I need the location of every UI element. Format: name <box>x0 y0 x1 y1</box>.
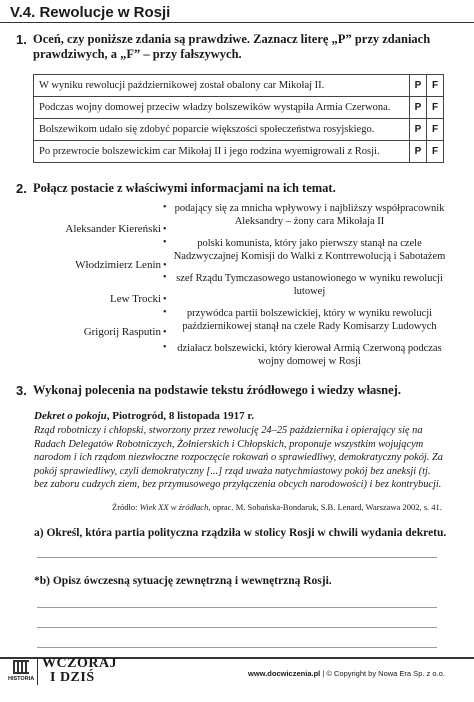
info-item: działacz bolszewicki, który kierował Armią Czerwoną podczas wojny domowej w Rosji <box>177 343 442 367</box>
answer-p[interactable]: P <box>410 97 427 119</box>
columns-icon <box>13 660 29 674</box>
answer-line[interactable] <box>37 607 437 608</box>
source-title-italic: Dekret o pokoju <box>34 410 107 422</box>
connector-dot[interactable]: • <box>163 272 167 283</box>
info-item: polski komunista, który jako pierwszy stanął na czele Nadzwyczajnej Komisji do Walki z Kontrrewolucją i Sabotażem <box>173 238 446 262</box>
statement-text: Podczas wojny domowej przeciw władzy bolszewików wystąpiła Armia Czerwona. <box>34 97 410 119</box>
answer-f[interactable]: F <box>427 75 444 97</box>
footer-separator <box>37 657 38 685</box>
true-false-table <box>33 74 444 163</box>
question-b: *b) Opisz ówczesną sytuację zewnętrzną i wewnętrzną Rosji. <box>34 575 332 587</box>
task-2-number: 2. <box>16 181 27 196</box>
person-trocki: Lew Trocki <box>109 293 161 305</box>
statement-text: Po przewrocie bolszewickim car Mikołaj II i jego rodzina wyemigrowali z Rosji. <box>34 141 410 163</box>
page-title: V.4. Rewolucje w Rosji <box>10 4 171 21</box>
connector-dot[interactable]: • <box>163 224 167 235</box>
website-link[interactable]: www.docwiczenia.pl <box>248 669 321 678</box>
answer-p[interactable]: P <box>410 119 427 141</box>
connector-dot[interactable]: • <box>163 260 167 271</box>
info-item: szef Rządu Tymczasowego ustanowionego w wyniku rewolucji lutowej <box>176 273 443 297</box>
task-1-number: 1. <box>16 32 27 47</box>
answer-f[interactable]: F <box>427 141 444 163</box>
source-title-rest: , Piotrogród, 8 listopada 1917 r. <box>106 410 255 422</box>
statement-text: W wyniku rewolucji październikowej został obalony car Mikołaj II. <box>34 75 410 97</box>
source-text: Rząd robotniczy i chłopski, stworzony przez rewolucję 24–25 października i opierający się na Radach Delegatów Robotniczych, Żołnierskich i Chłopskich, proponuje wszystkim wojującym narodom i ich rządom niezwłoczne rozpoczęcie rokowań o sprawiedliwy, demokratyczny pokój. Za pokój sprawiedliwy, czyli demokratyczny [...] rząd uważa natychmiastowy pokój bez aneksji (tj. bez zaboru cudzych ziem, bez przymusowego przyłączenia obcych narodowości) i bez kontrybucji. <box>34 425 443 491</box>
statement-text: Bolszewikom udało się zdobyć poparcie większości społeczeństwa rosyjskiego. <box>34 119 410 141</box>
footer-copyright: www.docwiczenia.pl | © Copyright by Nowa Era Sp. z o.o. <box>248 669 445 678</box>
source-title <box>34 410 254 422</box>
answer-line[interactable] <box>37 557 437 558</box>
person-lenin: Włodzimierz Lenin <box>75 259 161 271</box>
question-a: a) Określ, która partia polityczna rządziła w stolicy Rosji w chwili wydania dekretu. <box>34 527 447 539</box>
connector-dot[interactable]: • <box>163 202 167 213</box>
answer-line[interactable] <box>37 627 437 628</box>
table-row <box>34 97 444 119</box>
table-row <box>34 119 444 141</box>
task-2-instruction: Połącz postacie z właściwymi informacjami na ich temat. <box>33 181 336 195</box>
answer-f[interactable]: F <box>427 119 444 141</box>
connector-dot[interactable]: • <box>163 327 167 338</box>
connector-dot[interactable]: • <box>163 237 167 248</box>
answer-p[interactable]: P <box>410 75 427 97</box>
source-book: Wiek XX w źródłach <box>139 502 209 512</box>
answer-p[interactable]: P <box>410 141 427 163</box>
task-3-number: 3. <box>16 383 27 398</box>
series-logo: WCZORAJ I DZIŚ <box>42 656 118 685</box>
connector-dot[interactable]: • <box>163 307 167 318</box>
title-underline <box>0 22 474 23</box>
historia-badge: HISTORIA <box>8 660 34 682</box>
connector-dot[interactable]: • <box>163 294 167 305</box>
answer-line[interactable] <box>37 647 437 648</box>
source-note: Źródło: Wiek XX w źródłach, oprac. M. Sobańska-Bondaruk, S.B. Lenard, Warszawa 2002, s. 41. <box>112 502 442 512</box>
connector-dot[interactable]: • <box>163 342 167 353</box>
person-rasputin: Grigorij Rasputin <box>83 326 161 338</box>
person-kierenski: Aleksander Kiereński <box>65 223 161 235</box>
table-row <box>34 141 444 163</box>
task-3-instruction: Wykonaj polecenia na podstawie tekstu źródłowego i wiedzy własnej. <box>33 383 401 397</box>
info-item: przywódca partii bolszewickiej, który w wyniku rewolucji październikowej stanął na czele Rady Komisarzy Ludowych <box>182 308 437 332</box>
table-row <box>34 75 444 97</box>
task-1-instruction: Oceń, czy poniższe zdania są prawdziwe. Zaznacz literę „P” przy zdaniach prawdziwych, a „F” – przy fałszywych. <box>33 32 431 61</box>
info-item: podający się za mnicha wpływowy i najbliższy współpracownik Aleksandry – żony cara Mikołaja II <box>174 203 445 227</box>
answer-f[interactable]: F <box>427 97 444 119</box>
